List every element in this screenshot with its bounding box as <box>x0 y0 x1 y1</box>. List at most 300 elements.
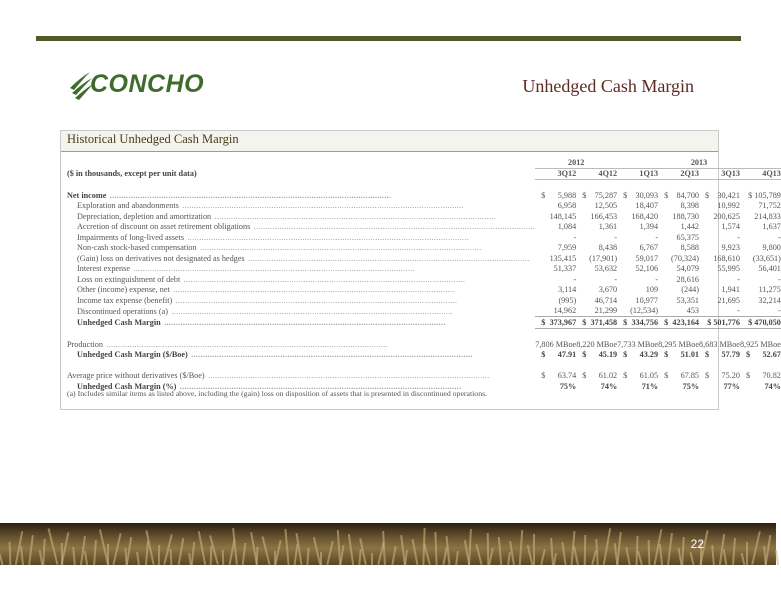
value-text: - <box>573 232 577 242</box>
grass-stroke <box>540 549 546 565</box>
row-value <box>658 274 699 285</box>
value-text: 30,421 <box>717 190 740 200</box>
row-value <box>658 243 699 254</box>
value-text: 371,458 <box>590 317 618 327</box>
value-text: 51.01 <box>680 350 699 360</box>
value-text: (12,534) <box>630 306 659 316</box>
dollar-sign: $ <box>623 350 628 360</box>
grass-stroke <box>404 550 408 565</box>
row-value <box>699 360 740 371</box>
value-text: 200,625 <box>713 211 740 221</box>
row-value <box>535 295 576 306</box>
value-text: 54,079 <box>676 264 699 274</box>
row-value <box>576 317 617 329</box>
value-text: 84,700 <box>676 190 699 200</box>
row-label <box>67 190 535 201</box>
grass-stroke <box>136 552 140 565</box>
data-panel <box>60 130 781 410</box>
row-value <box>535 190 576 201</box>
row-value <box>740 243 781 254</box>
grass-stroke <box>222 550 225 565</box>
row-label-text: Unhedged Cash Margin <box>77 317 161 327</box>
row-label-text: Other (income) expense, net <box>77 285 170 295</box>
row-value <box>576 211 617 222</box>
grass-stroke <box>667 533 673 565</box>
table-row <box>67 190 781 201</box>
value-text: (33,651) <box>752 253 781 263</box>
table-row <box>67 350 781 361</box>
row-label-text: Unhedged Cash Margin ($/Boe) <box>77 350 188 360</box>
row-value <box>535 222 576 233</box>
dollar-sign: $ <box>705 371 710 381</box>
row-value <box>576 371 617 382</box>
row-value <box>699 232 740 243</box>
grass-stroke <box>177 538 184 565</box>
table-row <box>67 306 781 317</box>
grass-stroke <box>561 542 566 565</box>
grass-stroke <box>391 546 396 565</box>
dollar-sign: $ <box>664 350 669 360</box>
row-label <box>67 264 535 275</box>
grass-stroke <box>711 545 715 565</box>
grass-stroke <box>29 535 35 565</box>
row-value <box>576 295 617 306</box>
unit-label: ($ in thousands, except per unit data) <box>67 169 197 179</box>
row-value <box>740 285 781 296</box>
leader-dots: ........................................................................................................................ <box>188 350 473 360</box>
value-text: 52,106 <box>635 264 659 274</box>
grass-stroke <box>596 539 599 565</box>
row-value <box>617 317 658 329</box>
quarter-header: 1Q13 <box>617 168 658 180</box>
row-value <box>535 317 576 329</box>
grass-stroke <box>681 537 684 565</box>
value-text: $ 105,789 <box>748 190 781 200</box>
row-label <box>67 211 535 222</box>
cash-margin-table <box>67 157 781 392</box>
grass-stroke <box>573 546 579 565</box>
grass-stroke <box>84 551 88 565</box>
row-value <box>699 295 740 306</box>
row-value <box>535 264 576 275</box>
row-value <box>617 211 658 222</box>
row-value <box>699 243 740 254</box>
value-text: 5,988 <box>557 190 577 200</box>
value-text: 1,442 <box>680 222 699 232</box>
row-label-text: Impairments of long-lived assets <box>77 232 185 242</box>
table-row <box>67 211 781 222</box>
value-text: 71,752 <box>758 201 781 211</box>
row-value <box>617 371 658 382</box>
row-value <box>576 243 617 254</box>
value-text: 70.82 <box>762 371 781 381</box>
dollar-sign: $ <box>623 371 628 381</box>
grass-stroke <box>158 545 160 565</box>
spacer-row <box>67 328 781 339</box>
row-value <box>740 371 781 382</box>
row-value <box>740 253 781 264</box>
row-value <box>658 201 699 212</box>
value-text: 71% <box>641 381 659 391</box>
value-text: (70,324) <box>671 253 699 263</box>
value-text: 9,923 <box>721 243 740 253</box>
row-value <box>535 371 576 382</box>
table-row <box>67 274 781 285</box>
year-header: 2013 <box>617 157 781 168</box>
row-value <box>617 274 658 285</box>
row-value <box>658 317 699 329</box>
value-text: 1,941 <box>721 285 740 295</box>
value-text: - <box>614 232 618 242</box>
row-value <box>535 274 576 285</box>
row-label <box>67 253 535 264</box>
row-value <box>658 211 699 222</box>
row-value <box>617 381 658 392</box>
quarter-header-row <box>67 168 781 180</box>
row-value <box>658 350 699 361</box>
row-label-text: Non-cash stock-based compensation <box>77 243 197 253</box>
value-text: 21,695 <box>717 295 740 305</box>
value-text: 14,962 <box>553 306 577 316</box>
row-label <box>67 232 535 243</box>
value-text: - <box>737 274 740 284</box>
row-value <box>658 328 699 339</box>
row-value <box>740 317 781 329</box>
value-text: 8,220 MBoe <box>576 339 618 349</box>
value-text: 11,275 <box>758 285 781 295</box>
table-row <box>67 285 781 296</box>
row-value <box>617 328 658 339</box>
table-row <box>67 295 781 306</box>
dollar-sign: $ <box>745 371 751 381</box>
row-label <box>67 243 535 254</box>
grass-stroke <box>383 531 387 565</box>
quarter-header: 3Q12 <box>535 168 576 180</box>
row-label-text: Depreciation, depletion and amortization <box>77 211 212 221</box>
leader-dots: ........................................................................................................................ <box>170 285 455 295</box>
grass-stroke <box>232 528 238 565</box>
page-number: 22 <box>690 537 704 551</box>
value-text: 1,394 <box>639 222 659 232</box>
row-value <box>699 274 740 285</box>
value-text: 1,574 <box>721 222 740 232</box>
grass-stroke <box>637 551 643 565</box>
spacer-row <box>67 180 781 191</box>
leader-dots: ........................................................................................................................ <box>161 317 446 327</box>
value-text: 65,375 <box>676 232 699 242</box>
row-value <box>699 381 740 392</box>
value-text: 47.91 <box>557 350 577 360</box>
value-text: - <box>778 306 781 316</box>
row-value <box>740 339 781 350</box>
row-value <box>576 190 617 201</box>
row-label <box>67 328 535 339</box>
value-text: 166,453 <box>590 211 618 221</box>
row-value <box>576 222 617 233</box>
grass-stroke <box>190 542 194 565</box>
value-text: 46,714 <box>594 295 618 305</box>
row-value <box>576 253 617 264</box>
grass-stroke <box>689 552 694 565</box>
row-value <box>658 232 699 243</box>
slide-title: Unhedged Cash Margin <box>522 76 694 96</box>
row-value <box>658 253 699 264</box>
row-label-text: Income tax expense (benefit) <box>77 295 173 305</box>
grass-stroke <box>475 544 482 565</box>
value-text: 148,145 <box>549 211 577 221</box>
row-value <box>658 222 699 233</box>
grass-stroke <box>20 546 24 565</box>
row-value <box>576 306 617 317</box>
grass-stroke <box>602 528 610 565</box>
value-text: 8,588 <box>680 243 699 253</box>
leader-dots: ........................................................................................................................ <box>245 253 530 263</box>
quarter-header: 3Q13 <box>699 168 740 180</box>
row-value <box>699 285 740 296</box>
row-label <box>67 222 535 233</box>
row-value <box>535 328 576 339</box>
row-value <box>576 360 617 371</box>
row-value <box>699 339 740 350</box>
value-text: 7,959 <box>557 243 577 253</box>
row-label-text: (Gain) loss on derivatives not designated as hedges <box>77 253 245 263</box>
value-text: - <box>778 232 781 242</box>
quarter-header: 4Q12 <box>576 168 617 180</box>
table-row <box>67 264 781 275</box>
row-value <box>740 306 781 317</box>
value-text: 8,398 <box>680 201 699 211</box>
value-text: 63.74 <box>557 371 577 381</box>
row-value <box>658 285 699 296</box>
row-value <box>535 360 576 371</box>
year-header-row <box>67 157 781 168</box>
grass-stroke <box>456 551 460 565</box>
value-text: - <box>737 232 740 242</box>
value-text: 21,299 <box>594 306 618 316</box>
row-label-text: Net income <box>67 190 107 200</box>
row-value <box>617 243 658 254</box>
dollar-sign: $ <box>582 371 587 381</box>
row-value <box>617 253 658 264</box>
value-text: 6,958 <box>557 201 577 211</box>
dollar-sign: $ <box>541 190 546 200</box>
value-text: 74% <box>600 381 618 391</box>
leader-dots: ........................................................................................................................ <box>205 371 490 381</box>
leader-dots: ........................................................................................................................ <box>103 339 388 349</box>
row-label <box>67 350 535 361</box>
value-text: 28,616 <box>676 274 699 284</box>
dollar-sign: $ <box>582 350 587 360</box>
spacer-cell <box>67 180 535 191</box>
value-text: 1,361 <box>598 222 618 232</box>
grass-stroke <box>242 543 247 565</box>
year-header: 2012 <box>535 157 617 168</box>
row-value <box>576 285 617 296</box>
value-text: 3,114 <box>558 285 577 295</box>
value-text: 53,632 <box>594 264 618 274</box>
row-value <box>658 371 699 382</box>
value-text: 75% <box>559 381 577 391</box>
table-row <box>67 317 781 329</box>
row-value <box>699 264 740 275</box>
leader-dots: ........................................................................................................................ <box>181 274 466 284</box>
value-text: 77% <box>723 381 740 391</box>
row-value <box>740 360 781 371</box>
grass-stroke <box>198 531 206 565</box>
grass-stroke <box>732 538 736 565</box>
grass-stroke <box>498 537 502 565</box>
value-text: 30,093 <box>635 190 659 200</box>
row-value <box>740 295 781 306</box>
row-value <box>699 253 740 264</box>
value-text: - <box>614 274 618 284</box>
value-text: 7,733 MBoe <box>617 339 659 349</box>
row-label <box>67 274 535 285</box>
leader-dots: ........................................................................................................................ <box>173 295 458 305</box>
row-value <box>740 264 781 275</box>
row-label <box>67 317 535 329</box>
row-value <box>535 253 576 264</box>
row-label-text: Production <box>67 339 103 349</box>
quarter-header: 4Q13 <box>740 168 781 180</box>
row-value <box>658 339 699 350</box>
quarter-header: 2Q13 <box>658 168 699 180</box>
dollar-sign: $ <box>541 317 546 327</box>
grass-stroke <box>284 529 289 565</box>
row-label-text: Interest expense <box>77 264 130 274</box>
grass-stroke <box>112 533 121 565</box>
top-rule <box>36 36 741 41</box>
value-text: (17,901) <box>589 253 618 263</box>
leader-dots: ........................................................................................................................ <box>168 306 453 316</box>
spacer-row <box>67 360 781 371</box>
grass-stroke <box>584 535 587 565</box>
value-text: 188,730 <box>672 211 699 221</box>
value-text: 109 <box>645 285 659 295</box>
row-value <box>535 285 576 296</box>
grass-stroke <box>746 542 748 565</box>
row-label <box>67 295 535 306</box>
row-value <box>740 222 781 233</box>
row-value <box>740 232 781 243</box>
grass-stroke <box>751 531 761 565</box>
leader-dots: ........................................................................................................................ <box>130 264 415 274</box>
row-value <box>699 350 740 361</box>
grass-stroke <box>616 532 621 565</box>
logo-text: CONCHO <box>90 70 205 98</box>
value-text: 10,992 <box>717 201 740 211</box>
grass-stroke <box>255 547 258 565</box>
value-text: 135,415 <box>549 253 577 263</box>
row-label <box>67 360 535 371</box>
value-text: 373,967 <box>549 317 577 327</box>
value-text: 334,756 <box>631 317 659 327</box>
row-value <box>617 295 658 306</box>
table-row <box>67 371 781 382</box>
grass-stroke <box>42 539 45 565</box>
row-label-text: Loss on extinguishment of debt <box>77 274 181 284</box>
row-label-text: Unhedged Cash Margin (%) <box>77 381 177 391</box>
value-text: 55,995 <box>717 264 740 274</box>
row-label-text: Discontinued operations (a) <box>77 306 168 316</box>
row-value <box>658 295 699 306</box>
grass-stroke <box>261 536 270 565</box>
row-value <box>535 211 576 222</box>
row-value <box>535 339 576 350</box>
table-row <box>67 222 781 233</box>
grass-stroke <box>9 542 12 565</box>
row-label-text: Accretion of discount on asset retirement obligations <box>77 222 251 232</box>
row-value <box>699 190 740 201</box>
row-value <box>740 381 781 392</box>
value-text: 453 <box>686 306 699 316</box>
row-value <box>740 211 781 222</box>
row-value <box>658 264 699 275</box>
value-text: 43.29 <box>639 350 659 360</box>
value-text: (995) <box>558 295 577 305</box>
value-text: 56,401 <box>758 264 781 274</box>
grass-stroke <box>326 541 333 565</box>
row-value <box>699 211 740 222</box>
row-value <box>535 232 576 243</box>
footer-grass-image <box>0 523 776 565</box>
row-value <box>576 201 617 212</box>
dollar-sign: $ <box>745 350 751 360</box>
value-text: 9,800 <box>762 243 781 253</box>
grass-stroke <box>348 534 354 565</box>
grass-stroke <box>519 530 523 565</box>
leader-dots: ........................................................................................................................ <box>251 222 536 232</box>
value-text: 52.67 <box>762 350 781 360</box>
value-text: 57.79 <box>721 350 740 360</box>
row-value <box>535 381 576 392</box>
footnote: (a) Includes similar items as listed above, including the (gain) loss on disposition of assets that is presented in discontinued operations. <box>67 389 488 398</box>
row-label <box>67 285 535 296</box>
row-value <box>576 381 617 392</box>
value-text: - <box>778 274 781 284</box>
grass-stroke <box>320 552 322 565</box>
grass-stroke <box>775 550 779 565</box>
value-text: 423,164 <box>672 317 699 327</box>
row-value <box>699 222 740 233</box>
table-row <box>67 232 781 243</box>
row-label <box>67 201 535 212</box>
leader-dots: ........................................................................................................................ <box>179 201 464 211</box>
table-row <box>67 201 781 212</box>
value-text: 214,833 <box>754 211 781 221</box>
row-value <box>617 360 658 371</box>
value-text: 12,505 <box>594 201 618 211</box>
value-text: 8,295 MBoe <box>658 339 699 349</box>
value-text: 168,610 <box>713 253 740 263</box>
dollar-sign: $ <box>664 190 669 200</box>
table-row <box>67 339 781 350</box>
dollar-sign: $ <box>705 190 710 200</box>
row-value <box>617 190 658 201</box>
value-text: - <box>737 306 740 316</box>
value-text: 3,670 <box>598 285 618 295</box>
table-row <box>67 253 781 264</box>
row-value <box>617 222 658 233</box>
row-label-text: Average price without derivatives ($/Boe) <box>67 371 205 381</box>
row-value <box>699 306 740 317</box>
row-value <box>658 190 699 201</box>
row-value <box>740 328 781 339</box>
row-value <box>576 350 617 361</box>
value-text: 18,407 <box>635 201 659 211</box>
leader-dots: ........................................................................................................................ <box>185 232 470 242</box>
value-text: $ 501,776 <box>707 317 740 327</box>
